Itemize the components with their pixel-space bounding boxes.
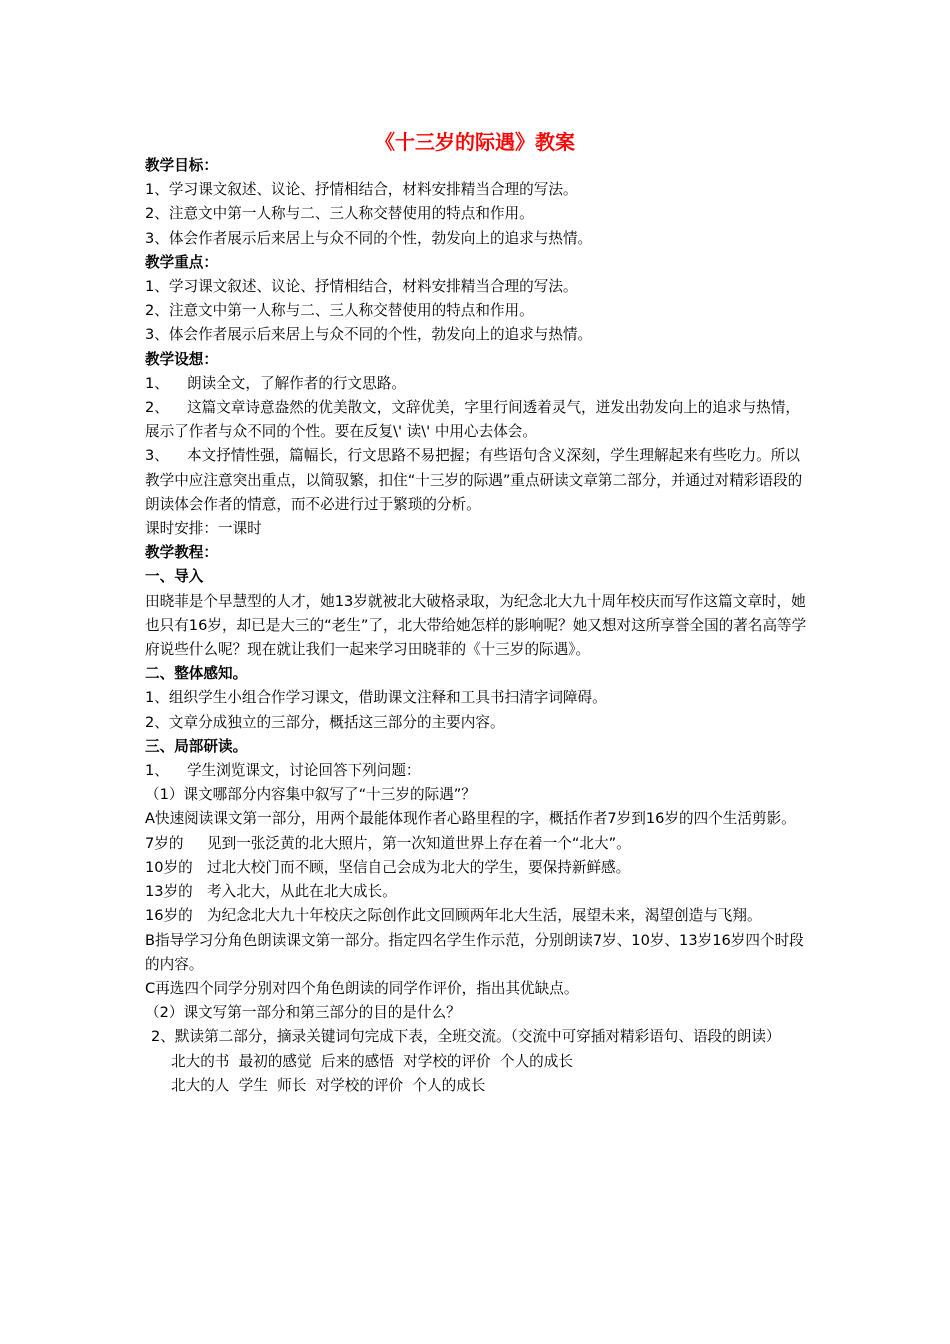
- step-c: C再选四个同学分别对四个角色朗读的同学作评价，指出其优缺点。: [145, 979, 579, 997]
- page-title: 《十三岁的际遇》教案: [375, 130, 575, 154]
- design-item: [145, 396, 810, 444]
- step-b: B指导学习分角色朗读课文第一部分。指定四名学生作示范，分别朗读7岁、10岁、13岁16岁四个时段的内容。: [145, 931, 804, 973]
- design-item-number: 1、: [145, 374, 169, 392]
- intro-paragraph: 田晓菲是个早慧型的人才，她13岁就被北大破格录取，为纪念北大九十周年校庆而写作这篇文章时，她也只有16岁，却已是大三的“老生”了，北大带给她怎样的影响呢？她又想对这所享誉全国的著名高等学府说些什么呢？现在就让我们一起来学习田晓菲的《十三岁的际遇》。: [145, 592, 807, 659]
- age-text: 过北大校门而不顾，坚信自己会成为北大的学生，要保持新鲜感。: [207, 858, 631, 876]
- design-item-text: 本文抒情性强，篇幅长，行文思路不易把握；有些语句含义深刻，学生理解起来有些吃力。所以教学中应注意突出重点，以简驭繁，扣住“十三岁的际遇”重点研读文章第二部分，并通过对精彩语段的朗读体会作者的情意，而不必进行过于繁琐的分析。: [145, 447, 803, 513]
- design-item-number: 3、: [145, 447, 169, 465]
- sub-question-2: （2）课文写第一部分和第三部分的目的是什么？: [145, 1004, 461, 1022]
- age-text: 考入北大，从此在北大成长。: [207, 883, 397, 901]
- design-item-text: 朗读全文，了解作者的行文思路。: [187, 374, 406, 392]
- subsection-heading-partial: 三、局部研读。: [145, 737, 248, 755]
- table-row: 北大的人 学生 师长 对学校的评价 个人的成长: [171, 1076, 486, 1094]
- question-2: 2、默读第二部分，摘录关键词句完成下表，全班交流。（交流中可穿插对精彩语句、语段的朗读）: [151, 1028, 781, 1046]
- step-a: A快速阅读课文第一部分，用两个最能体现作者心路里程的字，概括作者7岁到16岁的四个生活剪影。: [145, 810, 796, 828]
- question-text: 学生浏览课文，讨论回答下列问题：: [187, 762, 421, 780]
- age-label: 7岁的: [145, 834, 184, 852]
- subsection-heading-overall: 二、整体感知。: [145, 665, 248, 683]
- table-row: 北大的书 最初的感觉 后来的感悟 对学校的评价 个人的成长: [171, 1052, 573, 1070]
- overall-item: 1、组织学生小组合作学习课文，借助课文注释和工具书扫清字词障碍。: [145, 689, 607, 707]
- key-point-item: 2、注意文中第一人称与二、三人称交替使用的特点和作用。: [145, 302, 534, 320]
- key-point-item: 1、学习课文叙述、议论、抒情相结合，材料安排精当合理的写法。: [145, 278, 578, 296]
- sub-question-1: （1）课文哪部分内容集中叙写了“十三岁的际遇”？: [145, 786, 476, 804]
- design-item: [145, 372, 810, 396]
- question-number: 1、: [145, 762, 169, 780]
- goal-item: 2、注意文中第一人称与二、三人称交替使用的特点和作用。: [145, 205, 534, 223]
- section-heading-goals: 教学目标：: [145, 157, 218, 174]
- design-item-number: 2、: [145, 399, 169, 417]
- age-row: [145, 832, 810, 856]
- age-label: 16岁的: [145, 907, 193, 925]
- age-row: [145, 880, 810, 904]
- age-text: 见到一张泛黄的北大照片，第一次知道世界上存在着一个“北大”。: [207, 834, 631, 852]
- section-heading-process: 教学教程：: [145, 544, 218, 562]
- design-item-text: 这篇文章诗意盎然的优美散文，文辞优美，字里行间透着灵气，迸发出勃发向上的追求与热情，展示了作者与众不同的个性。要在反复\' 读\' 中用心去体会。: [145, 399, 800, 441]
- subsection-heading-intro: 一、导入: [145, 568, 204, 586]
- section-heading-key-points: 教学重点：: [145, 253, 218, 271]
- age-row: [145, 904, 810, 928]
- age-row: [145, 856, 810, 880]
- key-point-item: 3、体会作者展示后来居上与众不同的个性，勃发向上的追求与热情。: [145, 326, 593, 344]
- schedule-line: 课时安排：一课时: [145, 520, 262, 538]
- age-text: 为纪念北大九十年校庆之际创作此文回顾两年北大生活，展望未来，渴望创造与飞翔。: [207, 907, 762, 925]
- goal-item: 1、学习课文叙述、议论、抒情相结合，材料安排精当合理的写法。: [145, 181, 578, 199]
- design-item: [145, 444, 810, 517]
- overall-item: 2、文章分成独立的三部分，概括这三部分的主要内容。: [145, 713, 505, 731]
- document-body: [145, 154, 810, 1098]
- goal-item: 3、体会作者展示后来居上与众不同的个性，勃发向上的追求与热情。: [145, 229, 593, 247]
- question-1: [145, 759, 810, 783]
- section-heading-design: 教学设想：: [145, 350, 218, 368]
- age-label: 10岁的: [145, 858, 193, 876]
- age-label: 13岁的: [145, 883, 193, 901]
